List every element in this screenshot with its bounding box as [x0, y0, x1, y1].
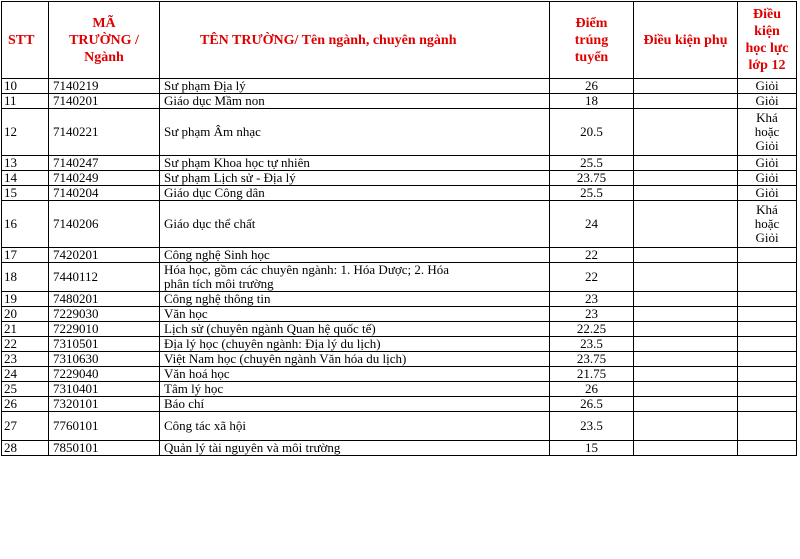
table-row: [2, 352, 797, 367]
cell-ten: Sư phạm Địa lý: [160, 79, 550, 94]
table-row: [2, 79, 797, 94]
cell-diem: 23.75: [550, 352, 634, 367]
header-diem: [550, 2, 634, 79]
admission-scores-table: [1, 1, 797, 456]
cell-ten: Văn học: [160, 307, 550, 322]
hoc-luc-line3: Giỏi: [755, 230, 779, 245]
cell-hoc-luc: [738, 352, 797, 367]
cell-hoc-luc: [738, 322, 797, 337]
cell-hoc-luc: Giỏi: [738, 94, 797, 109]
hoc-luc-line3: Giỏi: [755, 138, 779, 153]
cell-diem: 15: [550, 441, 634, 456]
cell-diem: 18: [550, 94, 634, 109]
table-row: [2, 94, 797, 109]
cell-ten: [160, 263, 550, 292]
table-row: [2, 367, 797, 382]
header-hl-line1: Điều: [753, 7, 781, 22]
cell-ten: Sư phạm Khoa học tự nhiên: [160, 156, 550, 171]
cell-ma: 7310401: [49, 382, 160, 397]
cell-ten: Quản lý tài nguyên và môi trường: [160, 441, 550, 456]
cell-dieu-kien-phu: [634, 186, 738, 201]
cell-diem: 26: [550, 382, 634, 397]
cell-ma: 7850101: [49, 441, 160, 456]
cell-diem: 22.25: [550, 322, 634, 337]
table-row: [2, 292, 797, 307]
header-ma-truong: [49, 2, 160, 79]
table-row: [2, 382, 797, 397]
cell-ten: Giáo dục Công dân: [160, 186, 550, 201]
cell-stt: 18: [2, 263, 49, 292]
cell-stt: 22: [2, 337, 49, 352]
cell-stt: 20: [2, 307, 49, 322]
header-row: [2, 2, 797, 79]
table-row: [2, 171, 797, 186]
cell-stt: 10: [2, 79, 49, 94]
header-hoc-luc: [738, 2, 797, 79]
cell-dieu-kien-phu: [634, 263, 738, 292]
cell-hoc-luc: [738, 201, 797, 248]
cell-ten: Địa lý học (chuyên ngành: Địa lý du lịch): [160, 337, 550, 352]
cell-diem: 26.5: [550, 397, 634, 412]
cell-ma: 7480201: [49, 292, 160, 307]
cell-diem: 25.5: [550, 186, 634, 201]
cell-dieu-kien-phu: [634, 397, 738, 412]
cell-ma: 7310501: [49, 337, 160, 352]
table-row: [2, 322, 797, 337]
header-dkp-text: Điều kiện phụ: [643, 32, 728, 48]
cell-ma: 7140206: [49, 201, 160, 248]
cell-ma: 7310630: [49, 352, 160, 367]
cell-hoc-luc: [738, 441, 797, 456]
ten-line1: Hóa học, gồm các chuyên ngành: 1. Hóa Dược; 2. Hóa: [164, 262, 450, 277]
cell-ten: Báo chí: [160, 397, 550, 412]
cell-diem: 20.5: [550, 109, 634, 156]
cell-dieu-kien-phu: [634, 441, 738, 456]
cell-dieu-kien-phu: [634, 367, 738, 382]
table-row: [2, 156, 797, 171]
hoc-luc-line1: Khá: [756, 202, 778, 217]
cell-ten: Công nghệ Sinh học: [160, 248, 550, 263]
cell-hoc-luc: Giỏi: [738, 156, 797, 171]
cell-hoc-luc: [738, 248, 797, 263]
header-diem-line3: tuyển: [574, 49, 609, 65]
header-hl-line2: kiện: [754, 24, 780, 39]
hoc-luc-line1: Khá: [756, 110, 778, 125]
cell-ma: 7229010: [49, 322, 160, 337]
cell-stt: 21: [2, 322, 49, 337]
header-hl-line3: học lực: [745, 41, 789, 56]
cell-ma: 7140221: [49, 109, 160, 156]
cell-dieu-kien-phu: [634, 248, 738, 263]
cell-stt: 24: [2, 367, 49, 382]
header-stt: [2, 2, 49, 79]
cell-ten: Sư phạm Lịch sử - Địa lý: [160, 171, 550, 186]
cell-stt: 25: [2, 382, 49, 397]
cell-stt: 23: [2, 352, 49, 367]
cell-dieu-kien-phu: [634, 156, 738, 171]
cell-ma: 7140219: [49, 79, 160, 94]
header-diem-line2: trúng: [574, 32, 609, 48]
table-row: [2, 307, 797, 322]
table-row: [2, 412, 797, 441]
cell-diem: 23: [550, 307, 634, 322]
cell-hoc-luc: [738, 397, 797, 412]
cell-ten: Giáo dục thể chất: [160, 201, 550, 248]
table-row: [2, 337, 797, 352]
cell-dieu-kien-phu: [634, 382, 738, 397]
cell-hoc-luc: [738, 263, 797, 292]
cell-ten: Công nghệ thông tin: [160, 292, 550, 307]
cell-dieu-kien-phu: [634, 109, 738, 156]
cell-hoc-luc: [738, 337, 797, 352]
cell-diem: 23.5: [550, 412, 634, 441]
header-ten-truong: [160, 2, 550, 79]
cell-ma: 7140249: [49, 171, 160, 186]
cell-hoc-luc: [738, 292, 797, 307]
cell-stt: 12: [2, 109, 49, 156]
cell-diem: 23: [550, 292, 634, 307]
cell-ten: Giáo dục Mầm non: [160, 94, 550, 109]
header-ten-text: TÊN TRƯỜNG/ Tên ngành, chuyên ngành: [200, 32, 457, 48]
table-row: [2, 186, 797, 201]
cell-stt: 16: [2, 201, 49, 248]
cell-ten: Tâm lý học: [160, 382, 550, 397]
header-dieu-kien-phu: [634, 2, 738, 79]
header-ma-line2: TRƯỜNG /: [69, 32, 139, 48]
cell-stt: 19: [2, 292, 49, 307]
table-row: [2, 441, 797, 456]
hoc-luc-line2: hoặc: [754, 216, 780, 231]
cell-ten: Công tác xã hội: [160, 412, 550, 441]
cell-dieu-kien-phu: [634, 94, 738, 109]
cell-dieu-kien-phu: [634, 412, 738, 441]
cell-hoc-luc: [738, 382, 797, 397]
table-row: [2, 201, 797, 248]
cell-dieu-kien-phu: [634, 292, 738, 307]
cell-ten: Lịch sử (chuyên ngành Quan hệ quốc tế): [160, 322, 550, 337]
cell-diem: 24: [550, 201, 634, 248]
cell-dieu-kien-phu: [634, 352, 738, 367]
cell-dieu-kien-phu: [634, 79, 738, 94]
table-row: [2, 248, 797, 263]
cell-stt: 28: [2, 441, 49, 456]
cell-dieu-kien-phu: [634, 307, 738, 322]
cell-stt: 14: [2, 171, 49, 186]
cell-hoc-luc: Giỏi: [738, 171, 797, 186]
cell-hoc-luc: [738, 109, 797, 156]
cell-ma: 7140201: [49, 94, 160, 109]
cell-ma: 7760101: [49, 412, 160, 441]
table-row: [2, 263, 797, 292]
cell-dieu-kien-phu: [634, 322, 738, 337]
cell-dieu-kien-phu: [634, 171, 738, 186]
cell-diem: 22: [550, 263, 634, 292]
header-hl-line4: lớp 12: [748, 58, 786, 73]
cell-ma: 7229030: [49, 307, 160, 322]
cell-stt: 13: [2, 156, 49, 171]
cell-hoc-luc: [738, 412, 797, 441]
cell-ma: 7229040: [49, 367, 160, 382]
cell-hoc-luc: [738, 367, 797, 382]
cell-stt: 15: [2, 186, 49, 201]
ten-line2: phân tích môi trường: [164, 276, 274, 291]
cell-dieu-kien-phu: [634, 337, 738, 352]
header-stt-text: STT: [8, 32, 35, 48]
table-row: [2, 397, 797, 412]
header-ma-line1: MÃ: [92, 15, 116, 31]
cell-stt: 11: [2, 94, 49, 109]
cell-stt: 26: [2, 397, 49, 412]
hoc-luc-line2: hoặc: [754, 124, 780, 139]
cell-diem: 22: [550, 248, 634, 263]
cell-diem: 26: [550, 79, 634, 94]
table-row: [2, 109, 797, 156]
cell-ten: Việt Nam học (chuyên ngành Văn hóa du lịch): [160, 352, 550, 367]
header-ma-line3: Ngành: [84, 49, 124, 65]
cell-ten: Sư phạm Âm nhạc: [160, 109, 550, 156]
cell-ma: 7320101: [49, 397, 160, 412]
cell-hoc-luc: Giỏi: [738, 186, 797, 201]
cell-diem: 21.75: [550, 367, 634, 382]
cell-ma: 7140204: [49, 186, 160, 201]
cell-ma: 7440112: [49, 263, 160, 292]
cell-stt: 27: [2, 412, 49, 441]
cell-ma: 7420201: [49, 248, 160, 263]
cell-ma: 7140247: [49, 156, 160, 171]
cell-stt: 17: [2, 248, 49, 263]
cell-diem: 23.75: [550, 171, 634, 186]
header-diem-line1: Điểm: [575, 15, 608, 31]
cell-dieu-kien-phu: [634, 201, 738, 248]
cell-diem: 25.5: [550, 156, 634, 171]
cell-diem: 23.5: [550, 337, 634, 352]
cell-hoc-luc: Giỏi: [738, 79, 797, 94]
cell-ten: Văn hoá học: [160, 367, 550, 382]
cell-hoc-luc: [738, 307, 797, 322]
